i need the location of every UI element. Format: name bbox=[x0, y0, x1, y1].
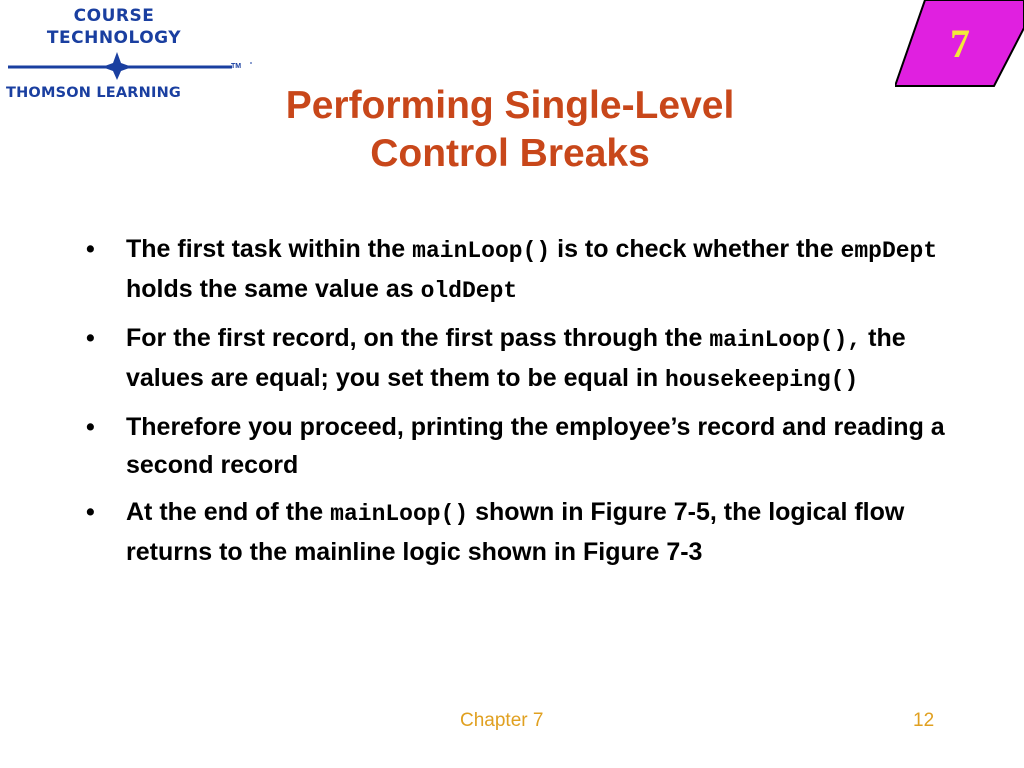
logo-star-icon bbox=[0, 50, 260, 80]
bullet-text: holds the same value as bbox=[126, 235, 952, 303]
bullet-text: The first task within the bbox=[126, 235, 413, 263]
code-mainloop: mainLoop() bbox=[330, 501, 469, 527]
slide-title bbox=[180, 82, 840, 178]
code-mainloop: mainLoop() bbox=[412, 238, 551, 264]
code-housekeeping: housekeeping() bbox=[665, 367, 859, 393]
code-empdept: empDept bbox=[840, 238, 938, 264]
bullet-item bbox=[86, 319, 946, 399]
bullet-item bbox=[86, 230, 952, 310]
bullet-text: For the first record, on the first pass through the bbox=[126, 324, 710, 352]
logo-line-thomson-learning: THOMSON LEARNING bbox=[6, 85, 182, 101]
slide-title-line-2: Control Breaks bbox=[370, 132, 650, 175]
code-olddept: oldDept bbox=[420, 278, 518, 304]
bullet-text: At the end of the bbox=[126, 498, 331, 526]
chapter-badge-number: 7 bbox=[950, 21, 970, 66]
bullet-marker: • bbox=[86, 413, 95, 441]
bullet-text: the values are equal; you set them to be equal in bbox=[126, 324, 906, 392]
bullet-list bbox=[86, 230, 952, 571]
bullet-text: is to check whether the bbox=[550, 235, 841, 263]
bullet-marker: • bbox=[86, 235, 95, 263]
slide-title-line-1: Performing Single-Level bbox=[285, 84, 735, 127]
bullet-item bbox=[86, 493, 946, 571]
bullet-marker: • bbox=[86, 498, 95, 526]
logo-line-course: COURSE bbox=[73, 6, 155, 26]
footer-chapter-label: Chapter 7 bbox=[460, 710, 544, 731]
bullet-text: Therefore you proceed, printing the employee’s record and reading a second record bbox=[126, 413, 945, 479]
footer-page-number: 12 bbox=[913, 710, 935, 731]
bullet-item bbox=[86, 408, 946, 484]
code-mainloop: mainLoop(), bbox=[709, 327, 862, 353]
bullet-marker: • bbox=[86, 324, 95, 352]
logo-trademark: TM bbox=[231, 63, 242, 70]
logo-line-technology: TECHNOLOGY bbox=[46, 28, 182, 48]
bullet-text: shown in Figure 7-5, the logical flow returns to the mainline logic shown in Figure 7-3 bbox=[126, 498, 905, 566]
